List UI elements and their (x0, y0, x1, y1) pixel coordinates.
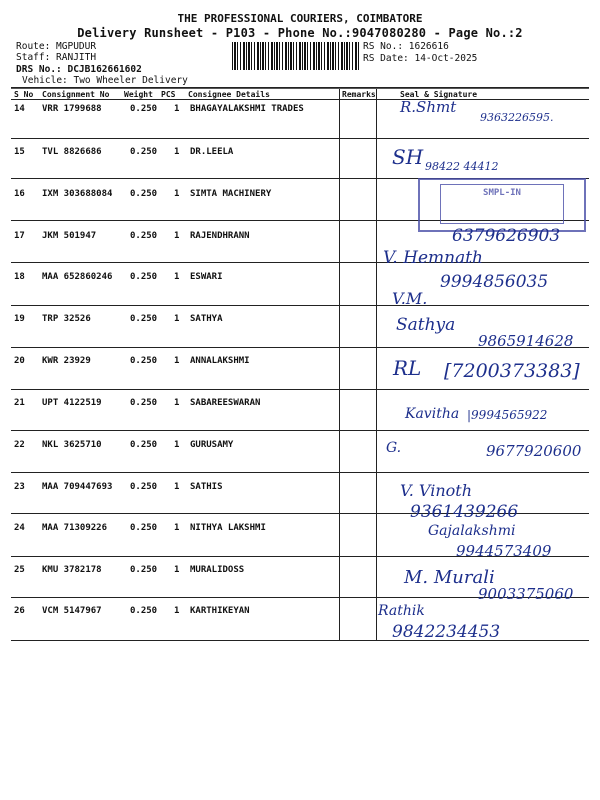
row-weight: 0.250 (130, 440, 158, 450)
row-consignee: SATHYA (190, 314, 223, 324)
row-sno: 19 (14, 314, 25, 324)
signature-row20: RL (393, 356, 422, 380)
row-consignment: KMU 3782178 (42, 565, 102, 575)
remarks-left-border (339, 89, 340, 641)
col-consignee: Consignee Details (188, 90, 270, 99)
phone-row24: 9944573409 (456, 542, 552, 560)
table-top-border-2 (11, 88, 589, 89)
row-pcs: 1 (174, 482, 180, 492)
row-sno: 20 (14, 356, 25, 366)
row-consignee: BHAGAYALAKSHMI TRADES (190, 104, 304, 114)
row-consignee: SATHIS (190, 482, 223, 492)
row-divider (11, 472, 589, 473)
row-pcs: 1 (174, 104, 180, 114)
phone-row14: 9363226595. (480, 111, 554, 124)
row-consignee: ANNALAKSHMI (190, 356, 250, 366)
phone-row26: 9842234453 (392, 622, 501, 642)
phone-row17: 6379626903 (452, 226, 561, 246)
signature-row14: R.Shmt (400, 98, 457, 116)
row-weight: 0.250 (130, 104, 158, 114)
barcode (232, 42, 360, 70)
phone-row22: 9677920600 (486, 442, 582, 460)
phone-row25: 9003375060 (478, 585, 574, 603)
signature-row26: Rathik (378, 603, 425, 619)
row-consignee: RAJENDHRANN (190, 231, 250, 241)
remarks-right-border (376, 89, 377, 641)
phone-row15: 98422 44412 (425, 160, 499, 173)
row-divider (11, 262, 589, 263)
row-weight: 0.250 (130, 565, 158, 575)
signature-row15: SH (392, 145, 424, 169)
row-divider (11, 389, 589, 390)
phone-row20: [7200373383] (444, 360, 580, 382)
row-sno: 17 (14, 231, 25, 241)
row-weight: 0.250 (130, 356, 158, 366)
row-pcs: 1 (174, 523, 180, 533)
row-consignment: KWR 23929 (42, 356, 91, 366)
row-consignee: SIMTA MACHINERY (190, 189, 272, 199)
row-consignment: TRP 32526 (42, 314, 91, 324)
drs-number: DRS No.: DCJB162661602 (16, 64, 142, 75)
signature-row21: Kavitha (405, 406, 460, 422)
row-consignment: VRR 1799688 (42, 104, 102, 114)
row-consignment: UPT 4122519 (42, 398, 102, 408)
col-remarks: Remarks (342, 90, 376, 99)
row-pcs: 1 (174, 565, 180, 575)
row-consignee: NITHYA LAKSHMI (190, 523, 266, 533)
row-sno: 23 (14, 482, 25, 492)
row-consignment: VCM 5147967 (42, 606, 102, 616)
row-pcs: 1 (174, 272, 180, 282)
row-weight: 0.250 (130, 482, 158, 492)
row-consignment: MAA 652860246 (42, 272, 113, 282)
col-sno: S No (14, 90, 34, 99)
row-consignment: MAA 71309226 (42, 523, 108, 533)
row-consignment: TVL 8826686 (42, 147, 102, 157)
table-header-bottom (11, 99, 589, 100)
row-weight: 0.250 (130, 398, 158, 408)
row-weight: 0.250 (130, 314, 158, 324)
signature-row18: V. Hemnath (383, 248, 483, 268)
vehicle-label: Vehicle: Two Wheeler Delivery (22, 75, 188, 86)
col-pcs: PCS (161, 90, 176, 99)
row-consignee: SABAREESWARAN (190, 398, 261, 408)
phone-row21: |9994565922 (467, 408, 548, 422)
phone-row23: 9361439266 (410, 502, 519, 522)
row-pcs: 1 (174, 440, 180, 450)
row-divider (11, 138, 589, 139)
row-sno: 15 (14, 147, 25, 157)
row-weight: 0.250 (130, 147, 158, 157)
rs-date: RS Date: 14-Oct-2025 (363, 53, 478, 64)
row-weight: 0.250 (130, 231, 158, 241)
row-sno: 24 (14, 523, 25, 533)
table-bottom-border (11, 640, 589, 641)
row-pcs: 1 (174, 398, 180, 408)
signature-row24: Gajalakshmi (428, 523, 516, 539)
row-consignee: GURUSAMY (190, 440, 234, 450)
route-label: Route: MGPUDUR (16, 41, 97, 52)
row-divider (11, 430, 589, 431)
row-sno: 25 (14, 565, 25, 575)
row-divider (11, 305, 589, 306)
row-consignment: IXM 303688084 (42, 189, 113, 199)
col-consignment: Consignment No (42, 90, 110, 99)
row-sno: 26 (14, 606, 25, 616)
signature-row18-second: V.M. (392, 289, 428, 308)
row-sno: 21 (14, 398, 25, 408)
delivery-stamp: SMPL-IN (418, 178, 586, 232)
row-sno: 22 (14, 440, 25, 450)
staff-label: Staff: RANJITH (16, 52, 97, 63)
signature-row22: G. (386, 440, 402, 456)
row-consignee: ESWARI (190, 272, 223, 282)
col-seal-signature: Seal & Signature (400, 90, 478, 99)
row-pcs: 1 (174, 606, 180, 616)
row-consignee: KARTHIKEYAN (190, 606, 250, 616)
row-consignment: MAA 709447693 (42, 482, 113, 492)
phone-row19: 9865914628 (478, 332, 574, 350)
row-pcs: 1 (174, 356, 180, 366)
phone-row18: 9994856035 (440, 272, 549, 292)
row-pcs: 1 (174, 147, 180, 157)
signature-row23: V. Vinoth (400, 481, 472, 500)
row-consignee: DR.LEELA (190, 147, 234, 157)
runsheet-subtitle: Delivery Runsheet - P103 - Phone No.:9047080280 - Page No.:2 (77, 26, 523, 40)
row-weight: 0.250 (130, 272, 158, 282)
row-pcs: 1 (174, 314, 180, 324)
row-weight: 0.250 (130, 523, 158, 533)
row-weight: 0.250 (130, 606, 158, 616)
row-consignment: NKL 3625710 (42, 440, 102, 450)
row-consignment: JKM 501947 (42, 231, 97, 241)
signature-row25: M. Murali (404, 567, 495, 588)
col-weight: Weight (124, 90, 153, 99)
row-pcs: 1 (174, 231, 180, 241)
row-sno: 18 (14, 272, 25, 282)
signature-row19: Sathya (396, 315, 456, 335)
row-sno: 14 (14, 104, 25, 114)
row-sno: 16 (14, 189, 25, 199)
row-consignee: MURALIDOSS (190, 565, 245, 575)
row-weight: 0.250 (130, 189, 158, 199)
company-title: THE PROFESSIONAL COURIERS, COIMBATORE (177, 12, 423, 25)
row-pcs: 1 (174, 189, 180, 199)
rs-number: RS No.: 1626616 (363, 41, 449, 52)
